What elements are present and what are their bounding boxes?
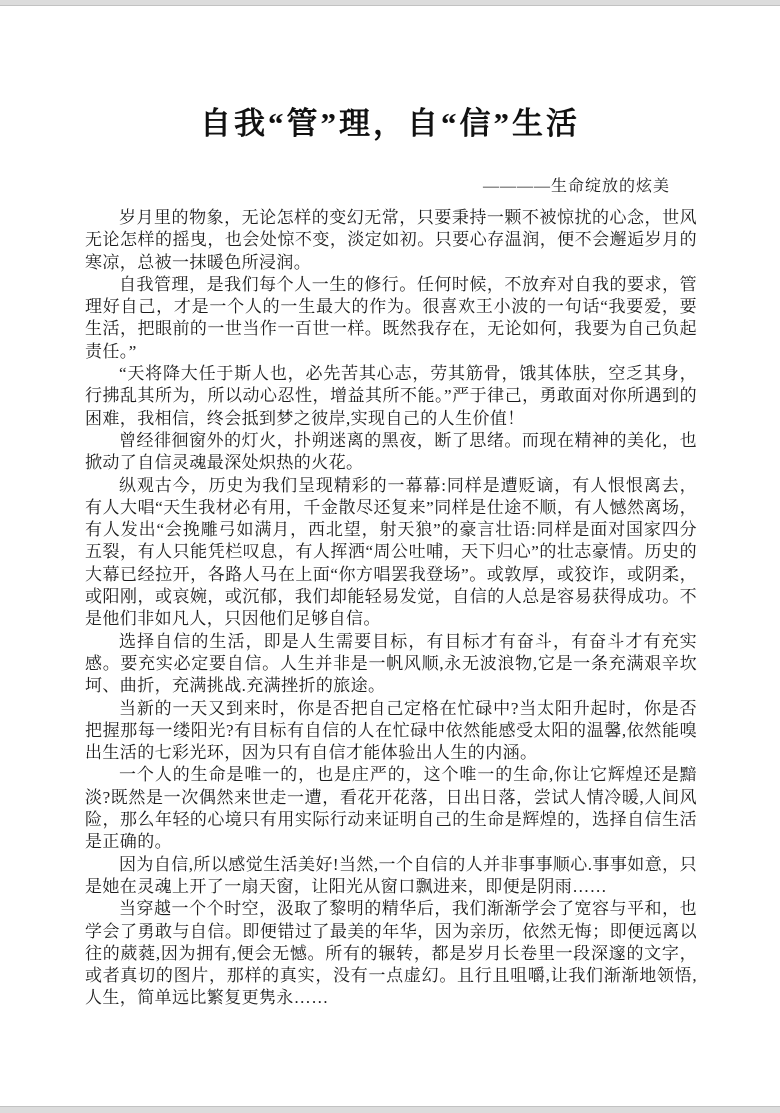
document-body [85,207,697,1010]
paragraph: 选择自信的生活，即是人生需要目标，有目标才有奋斗，有奋斗才有充实感。要充实必定要自信。人生并非是一帆风顺,永无波浪物,它是一条充满艰辛坎坷、曲折，充满挑战.充满挫折的旅途。 [85,631,697,696]
document-subtitle: ————生命绽放的炫美 [482,178,670,195]
paragraph: 曾经徘徊窗外的灯火，扑朔迷离的黑夜，断了思绪。而现在精神的美化，也掀动了自信灵魂最深处炽热的火花。 [85,430,697,473]
paragraph: 纵观古今，历史为我们呈现精彩的一幕幕:同样是遭贬谪，有人恨恨离去，有人大唱“天生我材必有用，千金散尽还复来”同样是仕途不顺，有人憾然离场，有人发出“会挽雕弓如满月，西北望，射天狼”的豪言壮语:同样是面对国家四分五裂，有人只能凭栏叹息，有人挥洒“周公吐哺，天下归心”的壮志豪情。历史的大幕已经拉开，各路人马在上面“你方唱罢我登场”。或敦厚，或狡诈，或阴柔，或阳刚，或哀婉，或沉郁，我们却能轻易发觉，自信的人总是容易获得成功。不是他们非如凡人，只因他们足够自信。 [85,475,697,629]
page-bottom-edge [0,1106,780,1113]
document-page [0,7,780,1106]
paragraph: 当新的一天又到来时，你是否把自己定格在忙碌中?当太阳升起时，你是否把握那每一缕阳光?有目标有自信的人在忙碌中依然能感受太阳的温馨,依然能嗅出生活的七彩光环，因为只有自信才能体验出人生的内涵。 [85,698,697,763]
paragraph: “天将降大任于斯人也，必先苦其心志，劳其筋骨，饿其体肤，空乏其身，行拂乱其所为，所以动心忍性，增益其所不能。”严于律己，勇敢面对你所遇到的困难，我相信，终会抵到梦之彼岸,实现自己的人生价值！ [85,364,697,428]
page-top-edge [0,0,780,6]
document-title: 自我“管”理，自“信”生活 [200,106,580,141]
paragraph: 自我管理，是我们每个人一生的修行。任何时候，不放弃对自我的要求，管理好自己，才是一个人的一生最大的作为。很喜欢王小波的一句话“我要爱，要生活，把眼前的一世当作一百世一样。既然我存在，无论如何，我要为自己负起责任。” [85,274,697,361]
paragraph: 当穿越一个个时空，汲取了黎明的精华后，我们渐渐学会了宽容与平和，也学会了勇敢与自信。即便错过了最美的年华，因为亲历，依然无悔；即便远离以往的葳蕤,因为拥有,便会无憾。所有的辗转，都是岁月长卷里一段深邃的文字，或者真切的图片，那样的真实，没有一点虚幻。且行且咀嚼,让我们渐渐地领悟,人生，简单远比繁复更隽永…… [85,899,697,1008]
paragraph: 岁月里的物象，无论怎样的变幻无常，只要秉持一颗不被惊扰的心念，世风无论怎样的摇曳，也会处惊不变，淡定如初。只要心存温润，便不会邂逅岁月的寒凉，总被一抹暖色所浸润。 [85,208,697,272]
paragraph: 一个人的生命是唯一的，也是庄严的，这个唯一的生命,你让它辉煌还是黯淡?既然是一次偶然来世走一遭，看花开花落，日出日落，尝试人情冷暖,人间风险，那么年轻的心境只有用实际行动来证明自己的生命是辉煌的，选择自信生活是正确的。 [85,765,697,852]
paragraph: 因为自信,所以感觉生活美好!当然,一个自信的人并非事事顺心.事事如意，只是她在灵魂上开了一扇天窗，让阳光从窗口飘进来，即便是阴雨…… [85,854,697,896]
